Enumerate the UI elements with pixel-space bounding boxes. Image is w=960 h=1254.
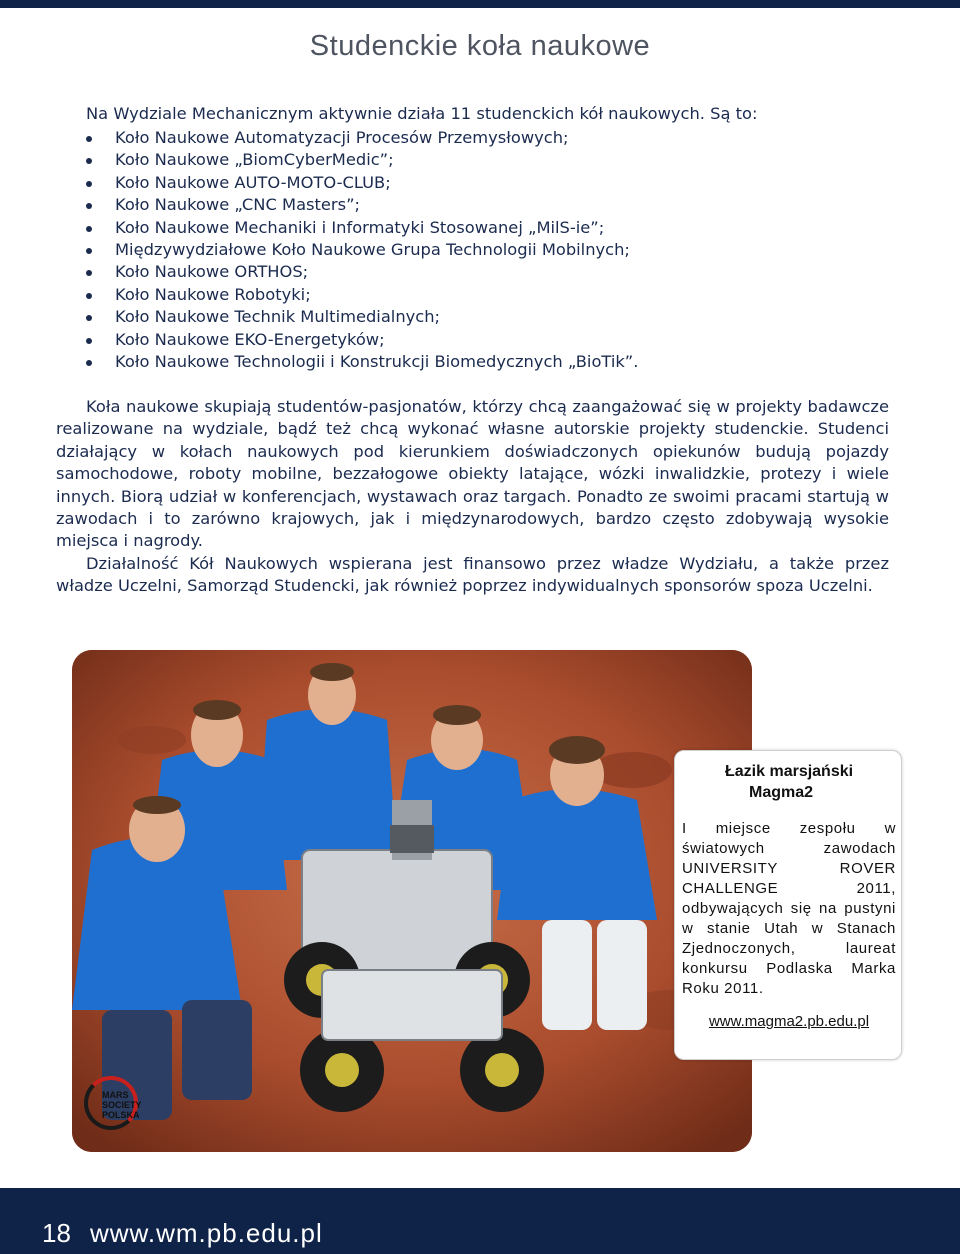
list-item: Międzywydziałowe Koło Naukowe Grupa Technologii Mobilnych; [86, 239, 638, 261]
footer-bar [0, 1188, 960, 1254]
bullet-icon [86, 248, 92, 254]
team-photo [72, 650, 752, 1152]
intro-text: Na Wydziale Mechanicznym aktywnie działa 11 studenckich kół naukowych. Są to: [86, 104, 758, 123]
body-text [56, 396, 889, 598]
top-bar [0, 0, 960, 8]
list-item: Koło Naukowe „BiomCyberMedic”; [86, 149, 638, 171]
list-item: Koło Naukowe EKO-Energetyków; [86, 329, 638, 351]
bullet-icon [86, 181, 92, 187]
bullet-icon [86, 203, 92, 209]
footer-site-link[interactable]: www.wm.pb.edu.pl [90, 1218, 323, 1248]
list-item: Koło Naukowe „CNC Masters”; [86, 194, 638, 216]
list-item: Koło Naukowe Automatyzacji Procesów Przemysłowych; [86, 127, 638, 149]
bullet-icon [86, 226, 92, 232]
bullet-icon [86, 270, 92, 276]
bullet-icon [86, 315, 92, 321]
list-item: Koło Naukowe Technologii i Konstrukcji Biomedycznych „BioTik”. [86, 351, 638, 373]
page-number: 18 [42, 1218, 71, 1248]
page-title: Studenckie koła naukowe [309, 30, 651, 62]
list-item: Koło Naukowe Technik Multimedialnych; [86, 306, 638, 328]
photo-caption-box [674, 750, 902, 1060]
bullet-icon [86, 360, 92, 366]
caption-body: I miejsce zespołu w światowych zawodach UNIVERSITY ROVER CHALLENGE 2011, odbywających się na pustyni w stanie Utah w Stanach Zjednoczonych, laureat konkursu Podlaska Marka Roku 2011. [682, 820, 896, 997]
paragraph: Działalność Kół Naukowych wspierana jest finansowo przez władze Wydziału, a także przez władze Uczelni, Samorząd Studencki, jak również poprzez indywidualnych sponsorów spoza Uczelni. [56, 553, 889, 596]
bullet-icon [86, 158, 92, 164]
bullet-icon [86, 136, 92, 142]
mars-society-logo: MARS SOCIETY POLSKA [84, 1070, 164, 1140]
list-item: Koło Naukowe Robotyki; [86, 284, 638, 306]
bullet-icon [86, 338, 92, 344]
caption-title: Łazik marsjański Magma2 [725, 763, 854, 801]
team-with-rover-illustration [72, 650, 752, 1152]
clubs-list [86, 127, 638, 373]
caption-link[interactable]: www.magma2.pb.edu.pl [708, 1013, 870, 1030]
list-item: Koło Naukowe AUTO-MOTO-CLUB; [86, 172, 638, 194]
paragraph: Koła naukowe skupiają studentów-pasjonatów, którzy chcą zaangażować się w projekty badawcze realizowane na wydziale, bądź też chcą wykonać własne autorskie projekty studenckie. Studenci działający w kołach naukowych pod kierunkiem doświadczonych opiekunów budują pojazdy samochodowe, roboty mobilne, bezzałogowe obiekty latające, wózki inwalidzkie, protezy i wiele innych. Biorą udział w konferencjach, wystawach oraz targach. Ponadto ze swoimi pracami startują w zawodach i to zarówno krajowych, jak i międzynarodowych, bardzo często zdobywają wysokie miejsca i nagrody. [56, 397, 889, 551]
list-item: Koło Naukowe ORTHOS; [86, 261, 638, 283]
list-item: Koło Naukowe Mechaniki i Informatyki Stosowanej „MilS-ie”; [86, 217, 638, 239]
bullet-icon [86, 293, 92, 299]
